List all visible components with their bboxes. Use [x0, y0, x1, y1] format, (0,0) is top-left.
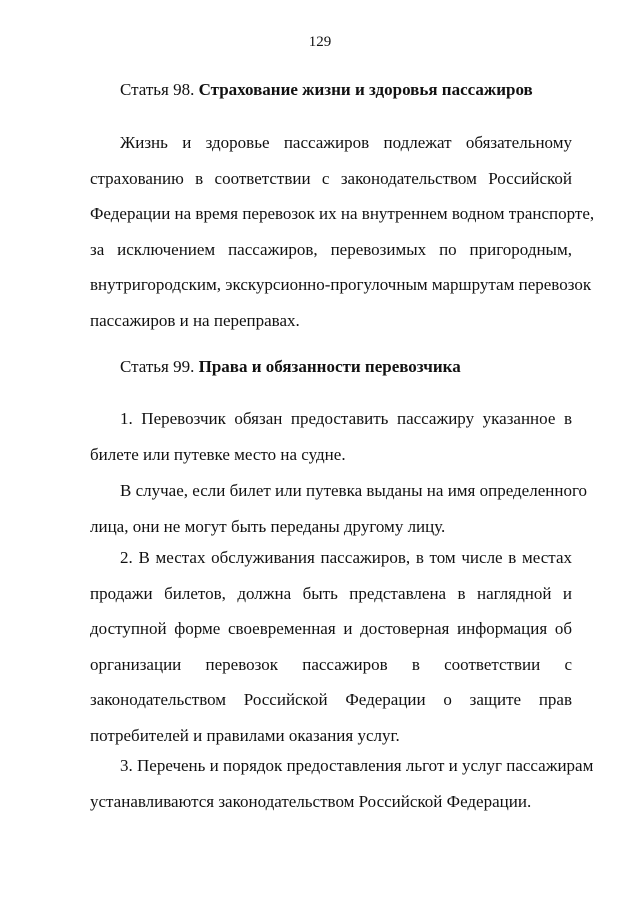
paragraph-line: за исключением пассажиров, перевозимых по пригородным, [90, 239, 572, 259]
article-99-paragraph-2 [90, 473, 588, 544]
paragraph-line: 1. Перевозчик обязан предоставить пассажиру указанное в [120, 409, 572, 428]
article-99-title: Права и обязанности перевозчика [198, 357, 461, 376]
article-99-heading [120, 356, 580, 378]
page-number: 129 [308, 34, 332, 50]
article-98-title: Страхование жизни и здоровья пассажиров [198, 80, 533, 99]
article-99-label: Статья 99. [120, 357, 195, 376]
paragraph-line: Федерации на время перевозок их на внутреннем водном транспорте, [90, 204, 595, 223]
article-98-label: Статья 98. [120, 80, 195, 99]
paragraph-line: пассажиров и на переправах. [90, 310, 300, 330]
article-99-paragraph-4 [90, 748, 594, 819]
paragraph-line: В случае, если билет или путевка выданы на имя определенного [120, 481, 588, 500]
paragraph-line: доступной форме своевременная и достоверная информация об [90, 619, 572, 638]
paragraph-line: законодательством Российской Федерации о защите прав [90, 690, 572, 709]
paragraph-line: внутригородским, экскурсионно-прогулочным маршрутам перевозок [90, 275, 592, 294]
article-98-paragraph [90, 125, 595, 338]
article-99-paragraph-1 [90, 401, 572, 472]
paragraph-line: продажи билетов, должна быть представлена в наглядной и [90, 583, 572, 603]
paragraph-line: потребителей и правилами оказания услуг. [90, 725, 400, 745]
paragraph-line: устанавливаются законодательством Российской Федерации. [90, 791, 532, 811]
article-99-paragraph-3 [90, 540, 572, 753]
paragraph-line: 2. В местах обслуживания пассажиров, в том числе в местах [120, 548, 572, 567]
paragraph-line: организации перевозок пассажиров в соответствии с [90, 654, 572, 674]
paragraph-line: лица, они не могут быть переданы другому лицу. [90, 516, 446, 536]
paragraph-line: страхованию в соответствии с законодательством Российской [90, 168, 572, 188]
paragraph-line: билете или путевке место на судне. [90, 444, 346, 464]
paragraph-line: 3. Перечень и порядок предоставления льгот и услуг пассажирам [120, 756, 594, 775]
paragraph-line: Жизнь и здоровье пассажиров подлежат обязательному [120, 133, 572, 152]
article-98-heading [120, 79, 580, 101]
